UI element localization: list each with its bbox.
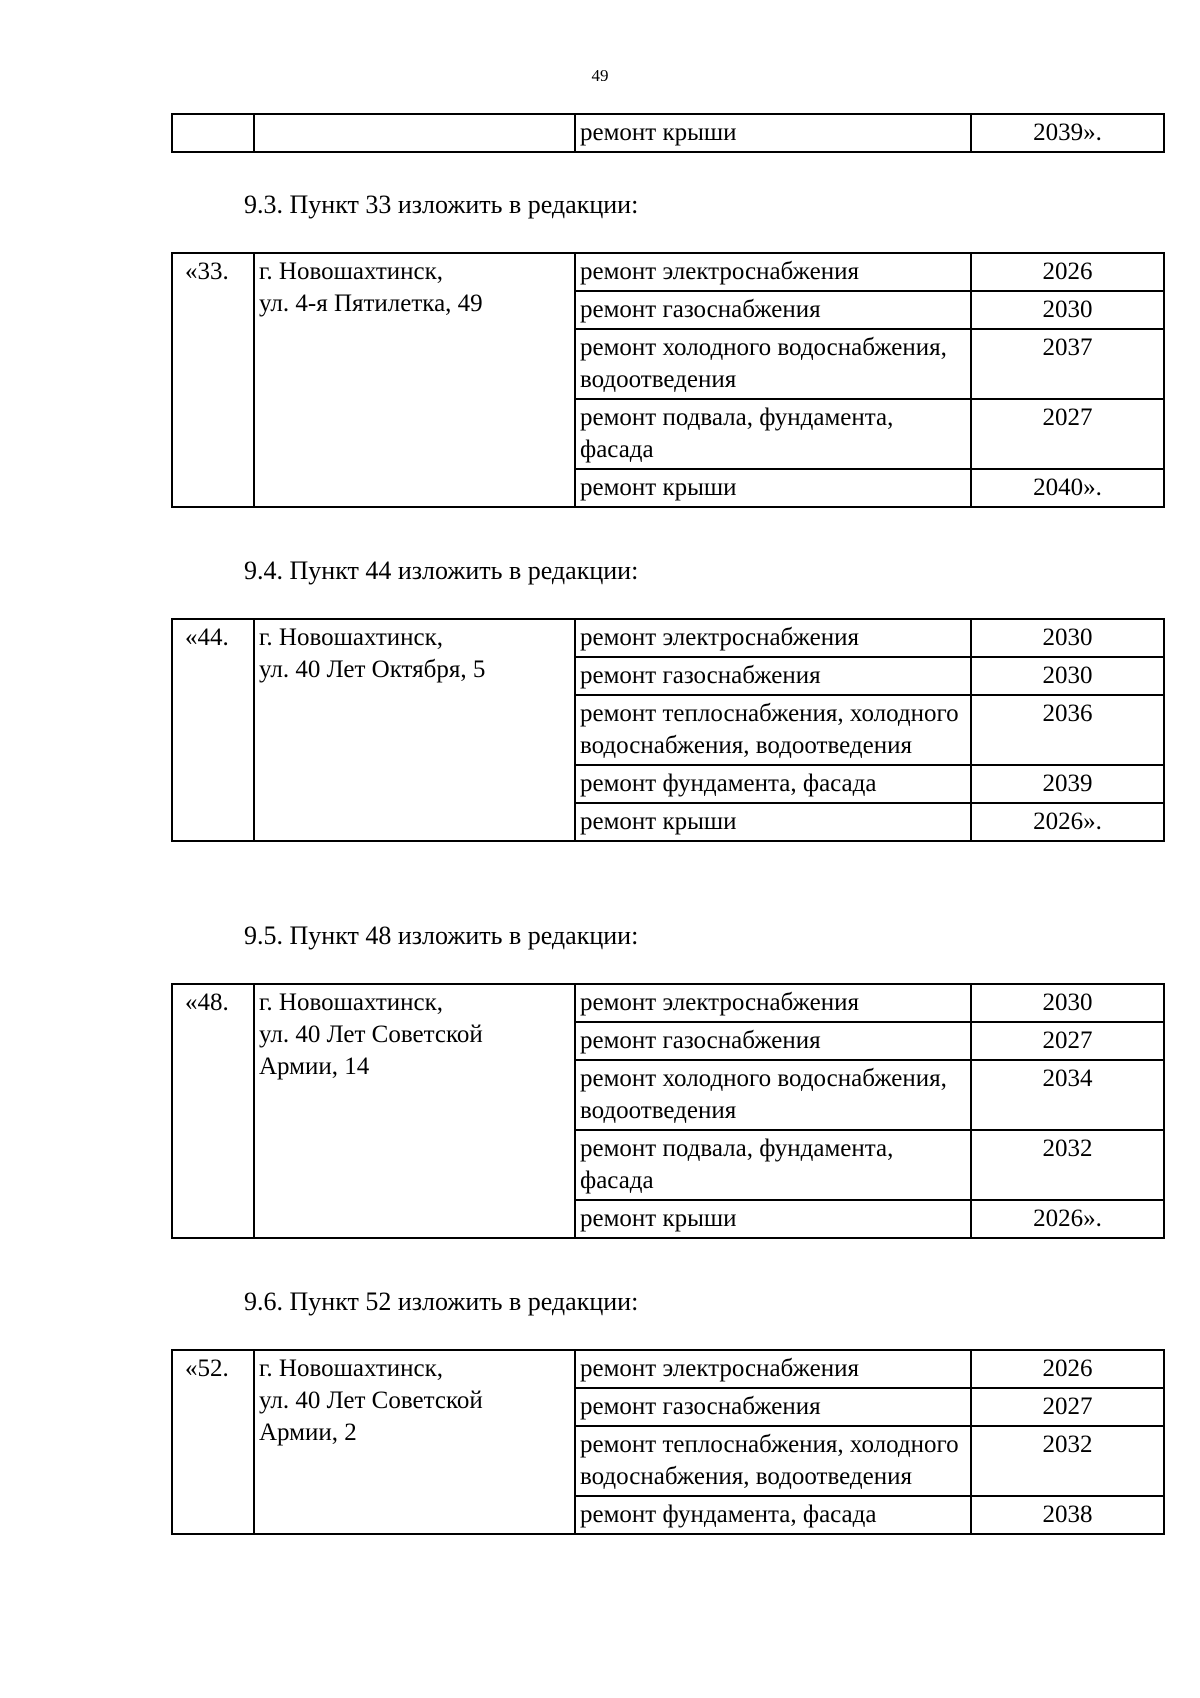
year-cell: 2038 [971,1496,1164,1534]
section-table [171,618,1165,842]
work-cell: ремонт электроснабжения [575,1350,971,1388]
address-cell [254,1350,575,1534]
table-row [172,1350,1164,1388]
continuation-table [171,113,1165,153]
address-line: ул. 40 Лет Октября, 5 [259,656,486,683]
year-cell: 2030 [971,291,1164,329]
work-cell: ремонт электроснабжения [575,619,971,657]
year-cell: 2037 [971,329,1164,399]
work-cell: ремонт фундамента, фасада [575,1496,971,1534]
item-number: «52. [172,1350,254,1534]
year-cell: 2026». [971,803,1164,841]
section-heading: 9.3. Пункт 33 изложить в редакции: [244,190,639,219]
section-table [171,1349,1165,1535]
year-cell: 2040». [971,469,1164,507]
year-cell: 2039». [971,114,1164,152]
year-cell: 2027 [971,399,1164,469]
address-line: г. Новошахтинск, [259,258,444,285]
year-cell: 2026 [971,1350,1164,1388]
address-cell [254,984,575,1238]
work-cell: ремонт подвала, фундамента, фасада [575,1130,971,1200]
year-cell: 2036 [971,695,1164,765]
item-number: «33. [172,253,254,507]
address-line: Армии, 14 [259,1053,370,1080]
table-row [172,253,1164,291]
work-cell: ремонт газоснабжения [575,657,971,695]
num-cell [172,114,254,152]
address-line: г. Новошахтинск, [259,1355,444,1382]
item-number: «48. [172,984,254,1238]
item-number: «44. [172,619,254,841]
address-line: г. Новошахтинск, [259,624,444,651]
address-line: г. Новошахтинск, [259,989,444,1016]
year-cell: 2026 [971,253,1164,291]
address-line: ул. 40 Лет Советской [259,1387,483,1414]
year-cell: 2026». [971,1200,1164,1238]
address-line: Армии, 2 [259,1419,357,1446]
year-cell: 2030 [971,984,1164,1022]
work-cell: ремонт подвала, фундамента, фасада [575,399,971,469]
table-row [172,619,1164,657]
page-number: 49 [591,66,609,85]
work-cell: ремонт фундамента, фасада [575,765,971,803]
year-cell: 2027 [971,1388,1164,1426]
work-cell: ремонт теплоснабжения, холодного водоснабжения, водоотведения [575,695,971,765]
section-heading: 9.6. Пункт 52 изложить в редакции: [244,1287,639,1316]
section-table [171,252,1165,508]
year-cell: 2030 [971,619,1164,657]
year-cell: 2032 [971,1130,1164,1200]
work-cell: ремонт электроснабжения [575,253,971,291]
work-cell: ремонт газоснабжения [575,1388,971,1426]
work-cell: ремонт теплоснабжения, холодного водоснабжения, водоотведения [575,1426,971,1496]
work-cell: ремонт крыши [575,1200,971,1238]
work-cell: ремонт холодного водоснабжения, водоотведения [575,329,971,399]
work-cell: ремонт газоснабжения [575,1022,971,1060]
address-line: ул. 4-я Пятилетка, 49 [259,290,483,317]
year-cell: 2039 [971,765,1164,803]
work-cell: ремонт крыши [575,803,971,841]
work-cell: ремонт крыши [575,469,971,507]
table-row [172,984,1164,1022]
address-cell [254,253,575,507]
year-cell: 2030 [971,657,1164,695]
section-heading: 9.5. Пункт 48 изложить в редакции: [244,921,639,950]
section-table [171,983,1165,1239]
work-cell: ремонт крыши [575,114,971,152]
address-cell [254,619,575,841]
work-cell: ремонт газоснабжения [575,291,971,329]
work-cell: ремонт холодного водоснабжения, водоотведения [575,1060,971,1130]
work-cell: ремонт электроснабжения [575,984,971,1022]
year-cell: 2027 [971,1022,1164,1060]
address-cell [254,114,575,152]
address-line: ул. 40 Лет Советской [259,1021,483,1048]
table-row [172,114,1164,152]
section-heading: 9.4. Пункт 44 изложить в редакции: [244,556,639,585]
year-cell: 2034 [971,1060,1164,1130]
year-cell: 2032 [971,1426,1164,1496]
